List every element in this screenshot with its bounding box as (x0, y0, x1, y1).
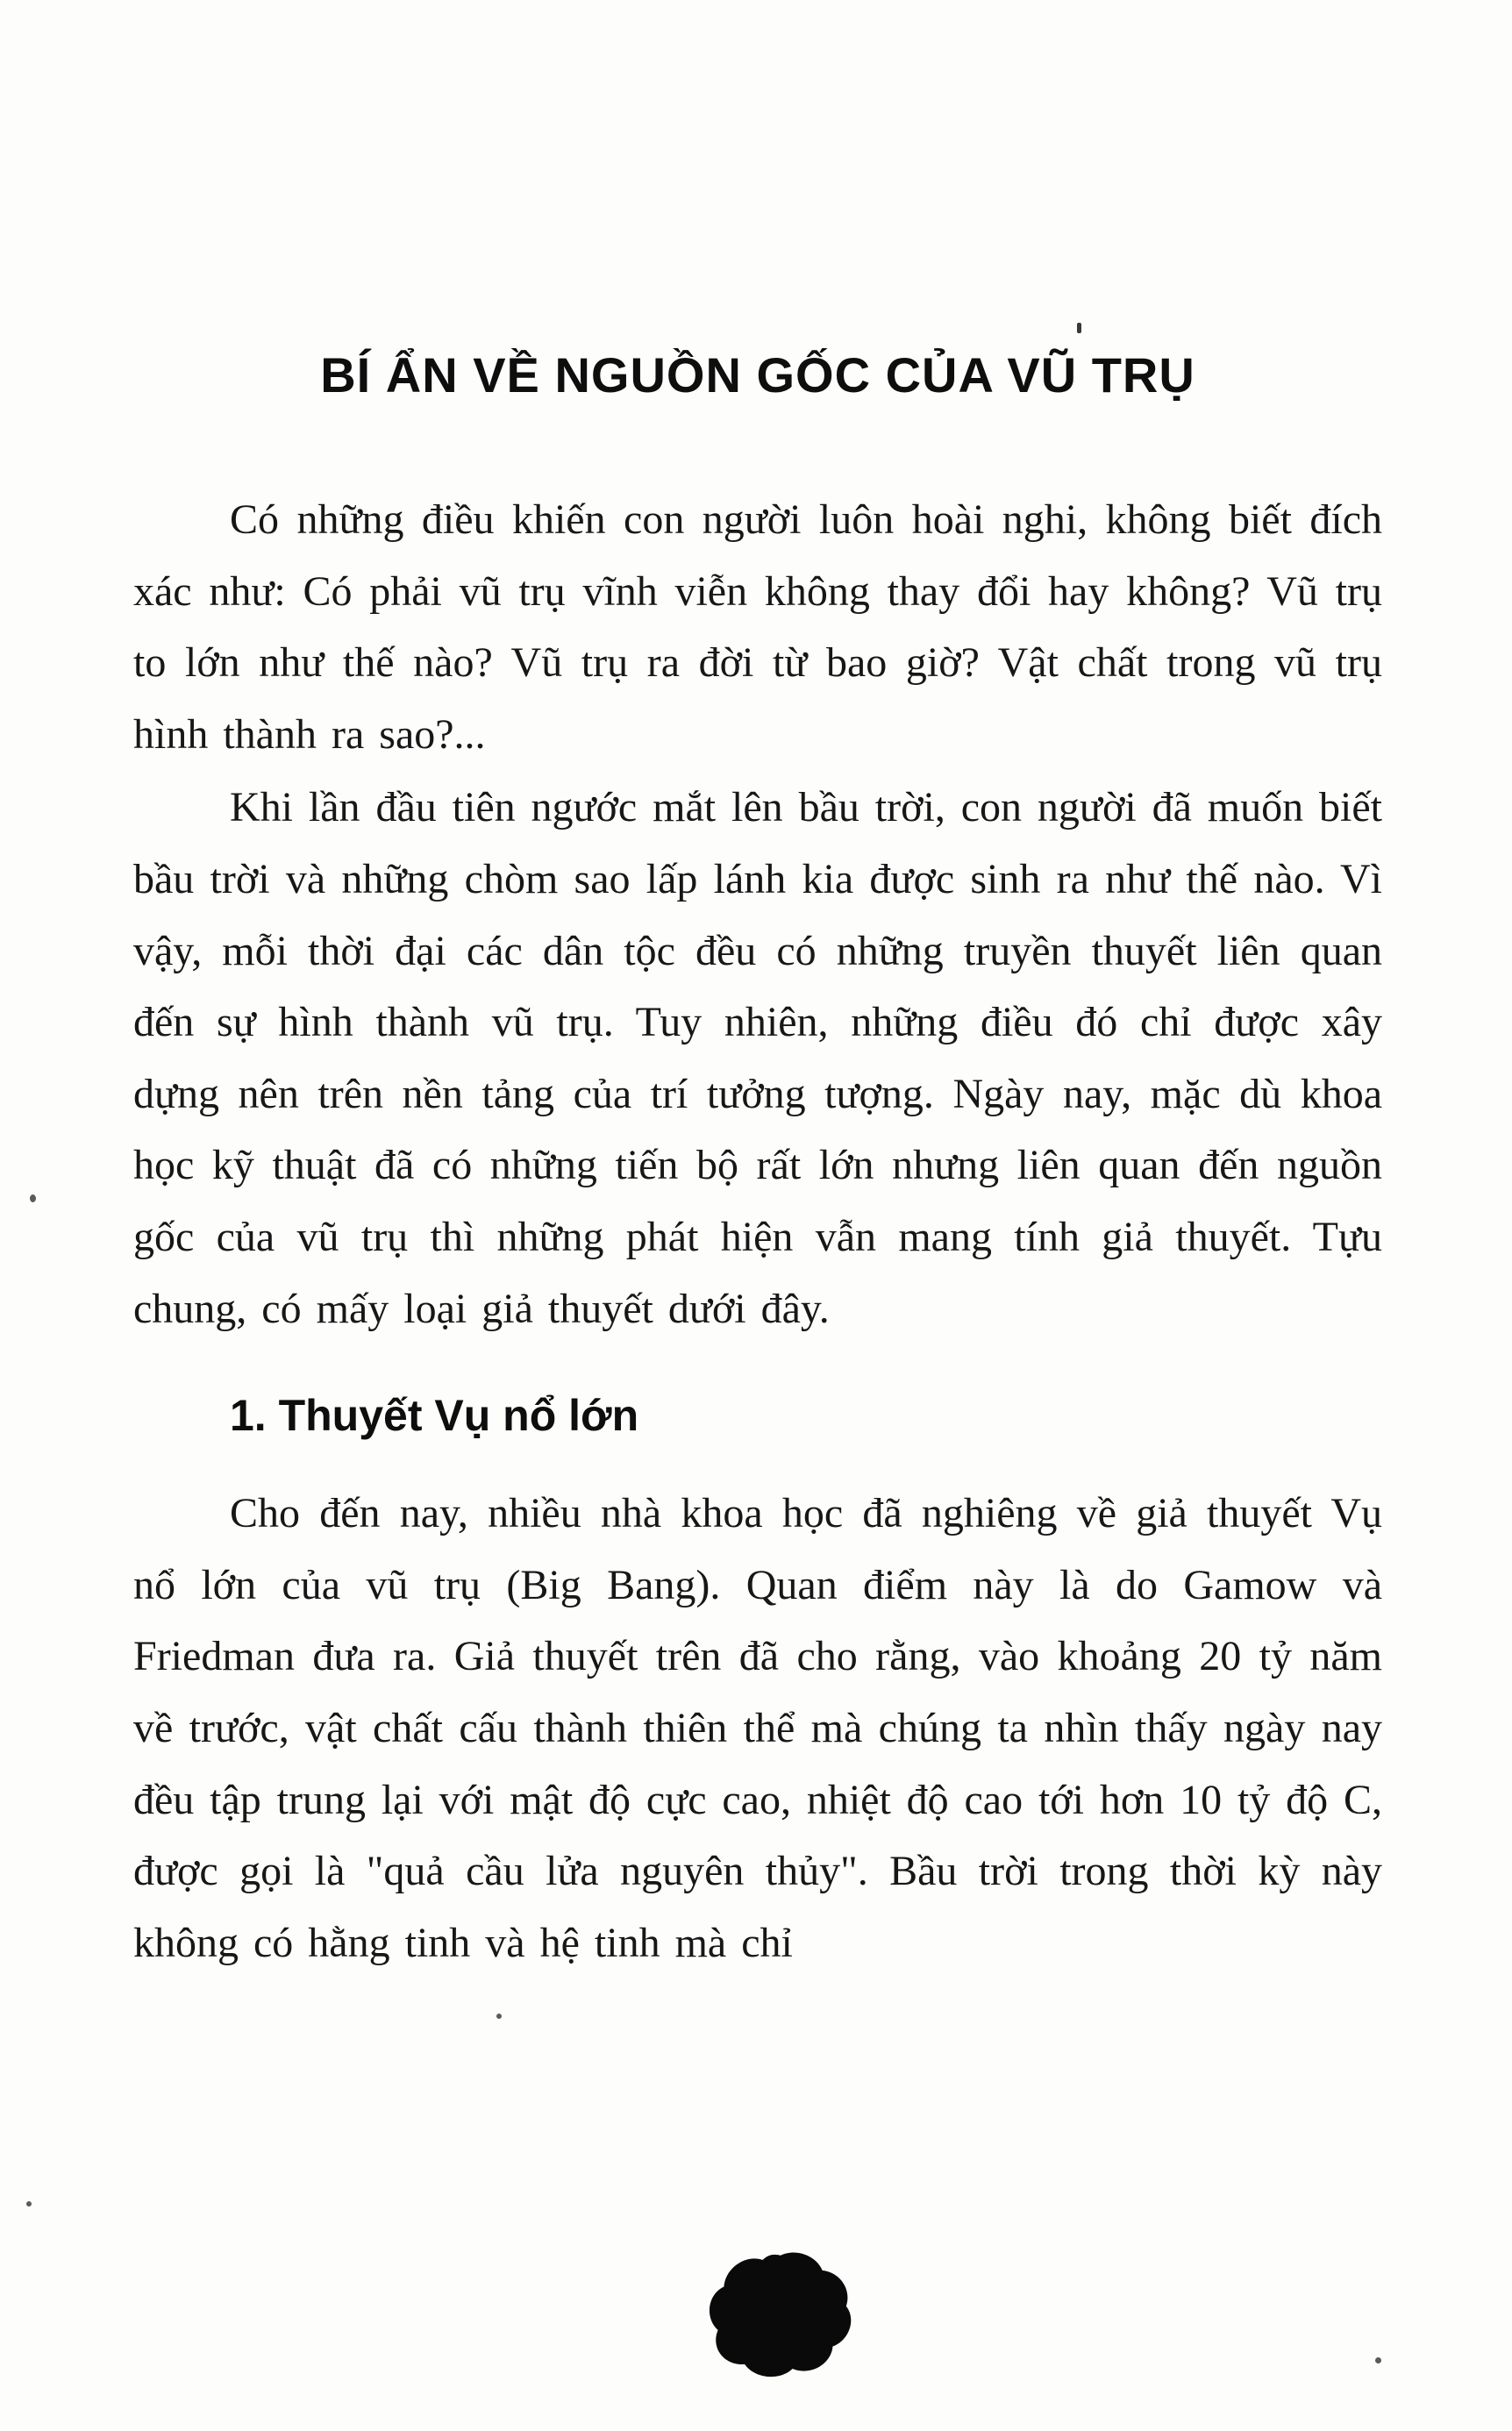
scan-speck (26, 2201, 32, 2206)
page-title: BÍ ẨN VỀ NGUỒN GỐC CỦA VŨ TRỤ (320, 347, 1195, 403)
paragraph: Có những điều khiến con người luôn hoài nghi, không biết đích xác như: Có phải vũ trụ vĩnh viễn không thay đổi hay không? Vũ trụ to lớn như thế nào? Vũ trụ ra đời từ bao giờ? Vật chất trong vũ trụ hình thành ra sao?... (133, 496, 1382, 758)
scan-speck (496, 2014, 502, 2019)
scan-speck (1375, 2357, 1381, 2363)
scan-speck (30, 1194, 36, 1202)
paragraph: Khi lần đầu tiên ngước mắt lên bầu trời, con người đã muốn biết bầu trời và những chòm sao lấp lánh kia được sinh ra như thế nào. Vì vậy, mỗi thời đại các dân tộc đều có những truyền thuyết liên quan đến sự hình thành vũ trụ. Tuy nhiên, những điều đó chỉ được xây dựng nên trên nền tảng của trí tưởng tượng. Ngày nay, mặc dù khoa học kỹ thuật đã có những tiến bộ rất lớn nhưng liên quan đến nguồn gốc của vũ trụ thì những phát hiện vẫn mang tính giả thuyết. Tựu chung, có mấy loại giả thuyết dưới đây. (133, 784, 1382, 1332)
ink-blot-ornament (706, 2249, 855, 2379)
page-content (133, 346, 1382, 1978)
section-heading: 1. Thuyết Vụ nổ lớn (230, 1391, 639, 1441)
ink-blot-icon (706, 2249, 855, 2379)
paragraph: Cho đến nay, nhiều nhà khoa học đã nghiêng về giả thuyết Vụ nổ lớn của vũ trụ (Big Bang). Quan điểm này là do Gamow và Friedman đưa ra. Giả thuyết trên đã cho rằng, vào khoảng 20 tỷ năm về trước, vật chất cấu thành thiên thể mà chúng ta nhìn thấy ngày nay đều tập trung lại với mật độ cực cao, nhiệt độ cao tới hơn 10 tỷ độ C, được gọi là "quả cầu lửa nguyên thủy". Bầu trời trong thời kỳ này không có hằng tinh và hệ tinh mà chỉ (133, 1490, 1382, 1966)
scan-speck (1077, 323, 1081, 333)
